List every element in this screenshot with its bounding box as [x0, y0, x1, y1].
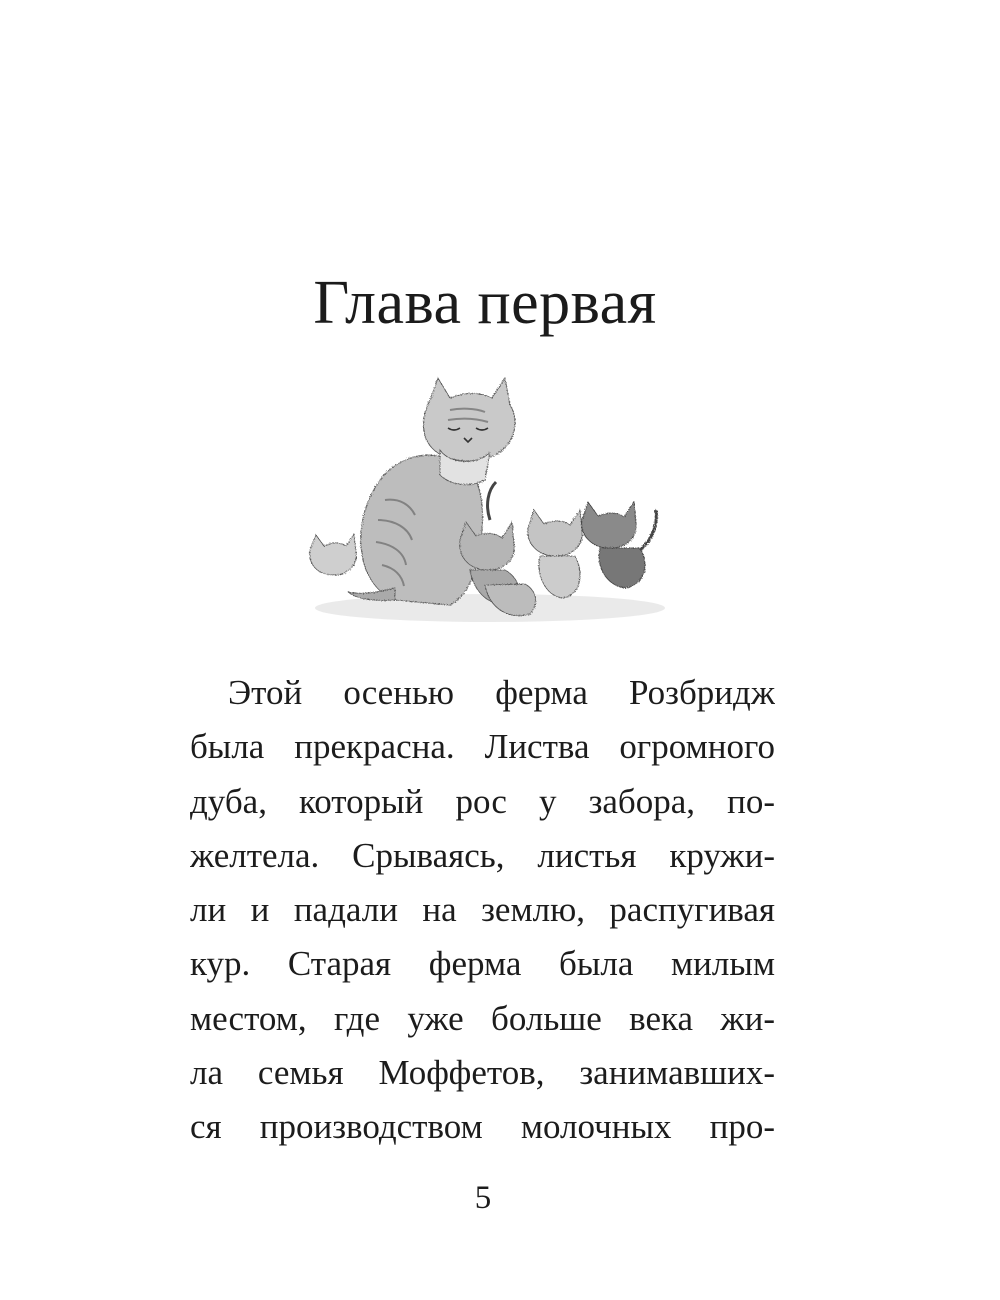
text-line: кур. Старая ферма была милым — [190, 944, 775, 984]
body-paragraph — [190, 666, 775, 1155]
text-line: Этой осенью ферма Розбридж — [228, 673, 775, 712]
text-line: местом, где уже больше века жи- — [190, 998, 775, 1038]
text-line: дуба, который рос у забора, по- — [190, 781, 775, 821]
text-line: ли и падали на землю, распугивая — [190, 890, 775, 930]
text-line: была прекрасна. Листва огромного — [190, 727, 775, 767]
text-line: желтела. Срываясь, листья кружи- — [190, 835, 775, 875]
cat-with-kittens-icon — [300, 370, 670, 630]
page-number: 5 — [474, 1180, 492, 1216]
text-line: ла семья Моффетов, занимавших- — [190, 1053, 775, 1093]
chapter-title: Глава первая — [313, 269, 657, 337]
text-line: ся производством молочных про- — [190, 1107, 775, 1147]
